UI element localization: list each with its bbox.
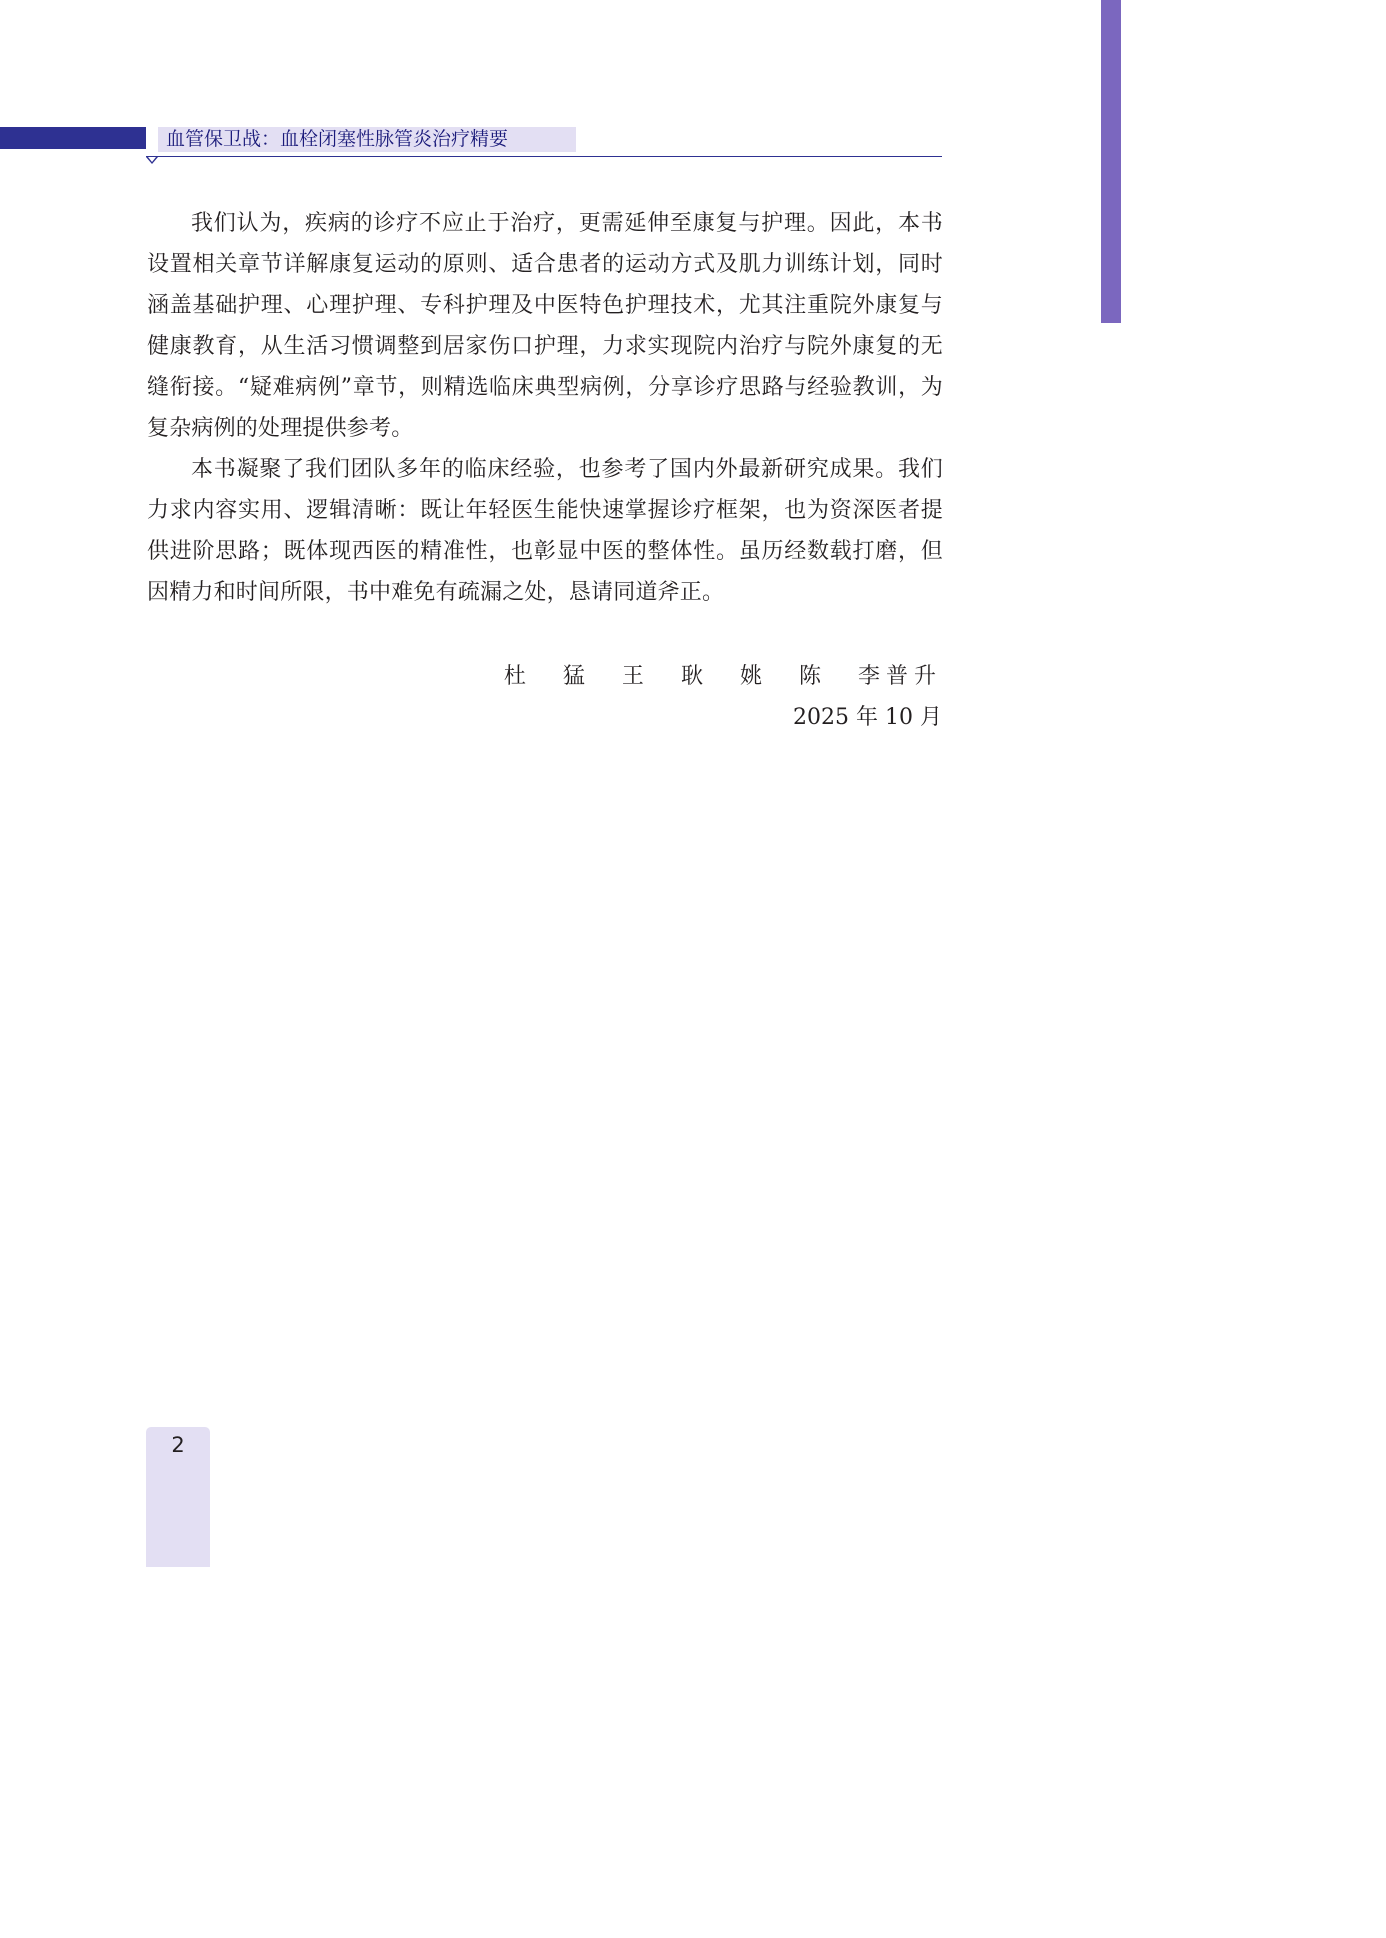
paragraph-2: 本书凝聚了我们团队多年的临床经验，也参考了国内外最新研究成果。我们力求内容实用、逻辑清晰：既让年轻医生能快速掌握诊疗框架，也为资深医者提供进阶思路；既体现西医的精准性，也彰显中医的整体性。虽历经数载打磨，但因精力和时间所限，书中难免有疏漏之处，恳请同道斧正。 bbox=[147, 457, 943, 605]
header-notch-inner bbox=[148, 157, 156, 162]
page-number: 2 bbox=[171, 1433, 185, 1457]
signature-date: 2025 年 10 月 bbox=[793, 705, 942, 730]
body-text bbox=[147, 203, 943, 613]
author-name: 李普升 bbox=[857, 664, 942, 689]
chapter-side-tab bbox=[1101, 0, 1121, 323]
header-rule bbox=[146, 156, 942, 157]
running-header-title: 血管保卫战：血栓闭塞性脉管炎治疗精要 bbox=[166, 128, 509, 150]
author-names bbox=[504, 656, 942, 697]
author-name: 耿 bbox=[680, 664, 709, 689]
author-name: 姚 bbox=[739, 664, 768, 689]
author-name: 猛 bbox=[562, 664, 591, 689]
author-name: 杜 bbox=[503, 664, 532, 689]
author-name: 王 bbox=[621, 664, 650, 689]
header-accent-bar bbox=[0, 127, 146, 149]
signature-block bbox=[504, 656, 942, 738]
author-name: 陈 bbox=[798, 664, 827, 689]
paragraph-1: 我们认为，疾病的诊疗不应止于治疗，更需延伸至康复与护理。因此，本书设置相关章节详解康复运动的原则、适合患者的运动方式及肌力训练计划，同时涵盖基础护理、心理护理、专科护理及中医特色护理技术，尤其注重院外康复与健康教育，从生活习惯调整到居家伤口护理，力求实现院内治疗与院外康复的无缝衔接。“疑难病例”章节，则精选临床典型病例，分享诊疗思路与经验教训，为复杂病例的处理提供参考。 bbox=[147, 211, 943, 441]
